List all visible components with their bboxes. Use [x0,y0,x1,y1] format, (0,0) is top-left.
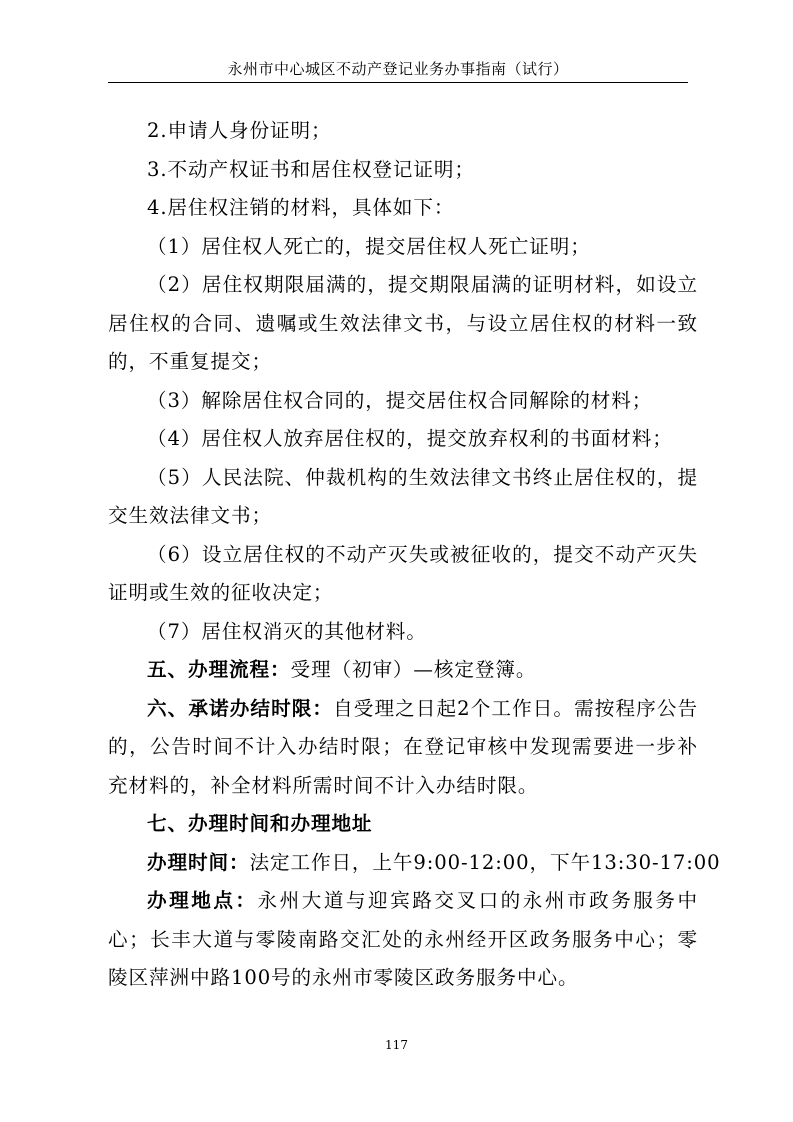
section-5 [108,651,698,690]
list-item-3: 3.不动产权证书和居住权登记证明； [147,157,475,181]
sub-item-5: （5）人民法院、仲裁机构的生效法律文书终止居住权的，提交生效法律文书； [108,465,698,527]
office-address-text: 永州大道与迎宾路交叉口的永州市政务服务中心；长丰大道与零陵南路交汇处的永州经开区政务服务中心；零陵区萍洲中路100号的永州市零陵区政务服务中心。 [108,889,699,989]
sub-item-1: （1）居住权人死亡的，提交居住权人死亡证明； [147,234,591,258]
list-item-2: 2.申请人身份证明； [147,119,332,142]
section-7-heading: 七、办理时间和办理地址 [147,812,373,835]
section-6-text: 自受理之日起2个工作日。需按程序公告的，公告时间不计入办结时限；在登记审核中发现需要进一步补充材料的，补全材料所需时间不计入办结时限。 [108,696,698,797]
sub-item-2: （2）居住权期限届满的，提交期限届满的证明材料，如设立居住权的合同、遗嘱或生效法律文书，与设立居住权的材料一致的，不重复提交； [108,273,698,373]
office-address [108,882,698,998]
section-6 [108,690,698,806]
sub-item-3: （3）解除居住权合同的，提交居住权合同解除的材料； [147,388,653,412]
office-address-label: 办理地点： [147,889,258,912]
sub-item-6: （6）设立居住权的不动产灭失或被征收的，提交不动产灭失证明或生效的征收决定； [108,542,698,604]
section-5-heading: 五、办理流程： [147,658,291,681]
sub-item-4: （4）居住权人放弃居住权的，提交放弃权利的书面材料； [147,427,673,450]
document-body [108,112,721,998]
office-hours-text: 法定工作日，上午9:00-12:00，下午13:30-17:00 [249,850,721,874]
header-title: 永州市中心城区不动产登记业务办事指南（试行） [227,60,569,78]
list-item-4: 4.居住权注销的材料，具体如下： [147,196,455,219]
section-6-heading: 六、承诺办结时限： [147,696,334,720]
section-7 [108,805,698,844]
sub-item-7: （7）居住权消灭的其他材料。 [147,619,427,643]
page-header [108,56,688,83]
office-hours [108,844,721,883]
office-hours-label: 办理时间： [147,850,250,874]
page-number: 117 [385,1038,408,1052]
section-5-text: 受理（初审）—核定登簿。 [290,658,537,681]
